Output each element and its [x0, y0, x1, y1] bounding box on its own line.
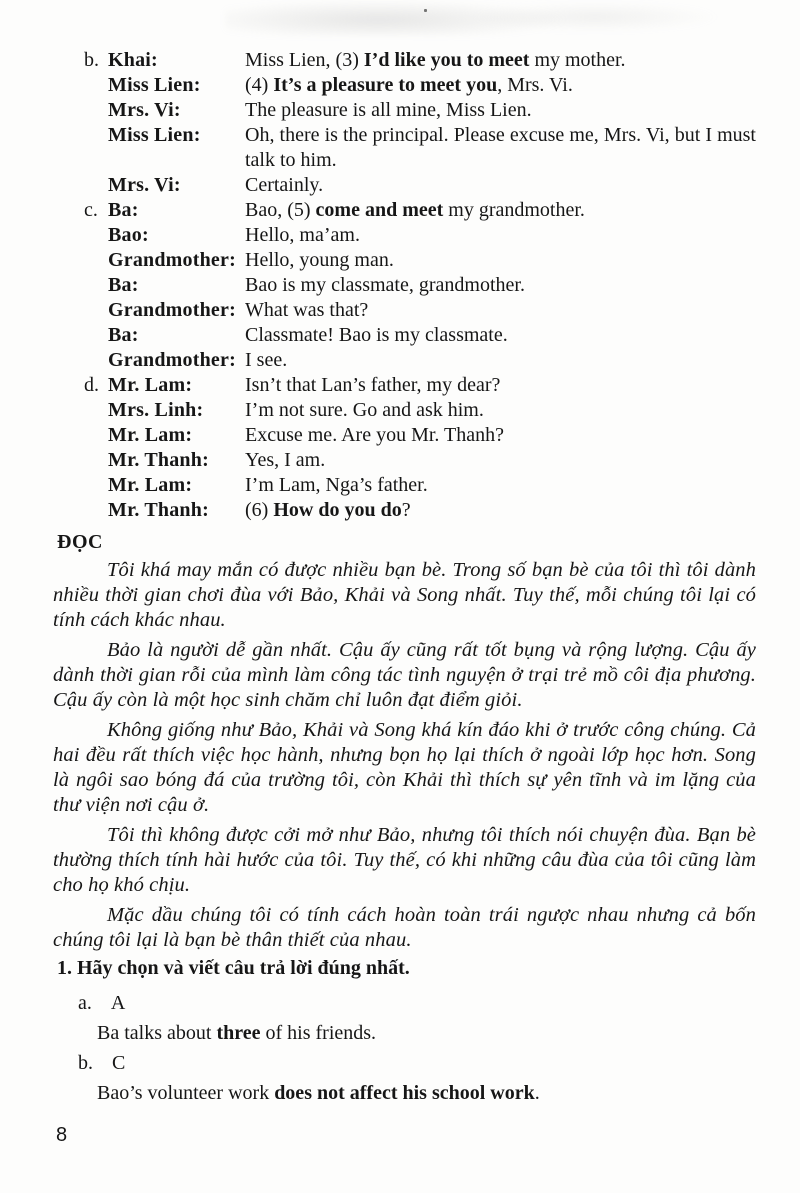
- dialogue-line: Oh, there is the principal. Please excuse me, Mrs. Vi, but I must talk to him.: [245, 124, 756, 171]
- dialogue-line: (4) It’s a pleasure to meet you, Mrs. Vi.: [245, 74, 573, 96]
- dialogue-letter: [84, 173, 108, 198]
- dialogue-letter: [84, 123, 108, 173]
- speaker-name: Grandmother:: [108, 249, 236, 271]
- dialogue-letter: [84, 498, 108, 523]
- speaker-name: Mrs. Vi:: [108, 174, 181, 196]
- dialogue-letter: [84, 473, 108, 498]
- dialogue-row: [84, 198, 756, 223]
- item-marker: b.: [78, 1052, 93, 1074]
- dialogue-line: I’m Lam, Nga’s father.: [245, 474, 428, 496]
- answer-letter: C: [112, 1052, 126, 1074]
- speaker-name: Grandmother:: [108, 349, 236, 371]
- dialogue-letter: [84, 423, 108, 448]
- exercise-answer-sentence: Bao’s volunteer work does not affect his school work.: [97, 1082, 540, 1104]
- speaker-name: Khai:: [108, 49, 158, 71]
- dialogue-row: [84, 323, 756, 348]
- dialogue-line: What was that?: [245, 299, 369, 321]
- dialogue-row: [84, 473, 756, 498]
- speaker-name: Mr. Lam:: [108, 374, 193, 396]
- dialogue-letter: [84, 273, 108, 298]
- dialogue-row: [84, 223, 756, 248]
- exercise-item-b: [78, 1051, 756, 1076]
- dialogue-line: (6) How do you do?: [245, 499, 411, 521]
- dialogue-letter: [84, 298, 108, 323]
- dialogue-row: [84, 273, 756, 298]
- dialogue-letter: [84, 348, 108, 373]
- scan-speck: [424, 9, 427, 12]
- dialogue-letter: [84, 323, 108, 348]
- dialogue-letter: d.: [84, 374, 99, 396]
- item-marker: a.: [78, 992, 92, 1014]
- exercise-heading: [57, 956, 756, 981]
- reading-paragraph: Mặc dầu chúng tôi có tính cách hoàn toàn trái ngược nhau nhưng cả bốn chúng tôi lại là bạn bè thân thiết của nhau.: [53, 904, 756, 951]
- page-number: 8: [56, 1124, 68, 1146]
- speaker-name: Miss Lien:: [108, 124, 201, 146]
- speaker-name: Mr. Lam:: [108, 474, 193, 496]
- dialogue-row: [84, 398, 756, 423]
- speaker-name: Mrs. Linh:: [108, 399, 204, 421]
- dialogue-row: [84, 173, 756, 198]
- dialogue-letter: [84, 73, 108, 98]
- dialogue-line: Classmate! Bao is my classmate.: [245, 324, 508, 346]
- speaker-name: Ba:: [108, 274, 139, 296]
- dialogue-row: [84, 298, 756, 323]
- dialogue-line: Bao is my classmate, grandmother.: [245, 274, 525, 296]
- dialogue-row: [84, 73, 756, 98]
- dialogue-line: Isn’t that Lan’s father, my dear?: [245, 374, 501, 396]
- dialogue-line: Hello, ma’am.: [245, 224, 360, 246]
- dialogue-row: [84, 498, 756, 523]
- exercise-title: Hãy chọn và viết câu trả lời đúng nhất.: [77, 957, 410, 979]
- dialogue-section: [84, 48, 756, 523]
- speaker-name: Grandmother:: [108, 299, 236, 321]
- speaker-name: Mr. Thanh:: [108, 449, 209, 471]
- speaker-name: Mrs. Vi:: [108, 99, 181, 121]
- dialogue-row: [84, 48, 756, 73]
- reading-section: [53, 531, 756, 958]
- speaker-name: Miss Lien:: [108, 74, 201, 96]
- dialogue-letter: [84, 223, 108, 248]
- exercise-item-a: [78, 991, 756, 1016]
- dialogue-line: Hello, young man.: [245, 249, 394, 271]
- dialogue-letter: c.: [84, 199, 98, 221]
- dialogue-line: Certainly.: [245, 174, 324, 196]
- dialogue-letter: [84, 448, 108, 473]
- reading-paragraph: Không giống như Bảo, Khải và Song khá kín đáo khi ở trước công chúng. Cả hai đều rất thích việc học hành, nhưng bọn họ lại thích ở ngoài lớp học hơn. Song là ngôi sao bóng đá của trường tôi, còn Khải thì thích sự yên tĩnh và im lặng của thư viện nơi cậu ở.: [53, 719, 756, 816]
- dialogue-letter: [84, 398, 108, 423]
- speaker-name: Ba:: [108, 199, 139, 221]
- dialogue-line: Yes, I am.: [245, 449, 326, 471]
- answer-letter: A: [110, 992, 126, 1014]
- dialogue-row: [84, 448, 756, 473]
- dialogue-line: Miss Lien, (3) I’d like you to meet my mother.: [245, 49, 626, 71]
- speaker-name: Ba:: [108, 324, 139, 346]
- reading-paragraph: Tôi thì không được cởi mở như Bảo, nhưng tôi thích nói chuyện đùa. Bạn bè thường thích tính hài hước của tôi. Tuy thế, có khi những câu đùa của tôi cũng làm cho họ khó chịu.: [53, 824, 756, 896]
- dialogue-letter: b.: [84, 49, 99, 71]
- reading-paragraph: Tôi khá may mắn có được nhiều bạn bè. Trong số bạn bè của tôi thì tôi dành nhiều thời gian chơi đùa với Bảo, Khải và Song nhất. Tuy thế, mỗi chúng tôi lại có tính cách khác nhau.: [53, 559, 756, 631]
- dialogue-letter: [84, 248, 108, 273]
- dialogue-row: [84, 373, 756, 398]
- dialogue-line: Excuse me. Are you Mr. Thanh?: [245, 424, 505, 446]
- scan-smudge: [470, 2, 720, 32]
- dialogue-row: [84, 348, 756, 373]
- dialogue-letter: [84, 98, 108, 123]
- dialogue-line: I see.: [245, 349, 288, 371]
- exercise-answer-sentence: Ba talks about three of his friends.: [97, 1022, 377, 1044]
- reading-paragraph: Bảo là người dễ gần nhất. Cậu ấy cũng rất tốt bụng và rộng lượng. Cậu ấy dành thời gian rỗi của mình làm công tác tình nguyện ở trại trẻ mồ côi địa phương. Cậu ấy còn là một học sinh chăm chỉ luôn đạt điểm giỏi.: [53, 639, 756, 711]
- exercise-number: 1.: [57, 957, 72, 979]
- speaker-name: Mr. Lam:: [108, 424, 193, 446]
- dialogue-row: [84, 98, 756, 123]
- reading-heading: ĐỌC: [57, 531, 103, 553]
- dialogue-row: [84, 423, 756, 448]
- dialogue-line: I’m not sure. Go and ask him.: [245, 399, 484, 421]
- speaker-name: Mr. Thanh:: [108, 499, 209, 521]
- dialogue-line: The pleasure is all mine, Miss Lien.: [245, 99, 532, 121]
- dialogue-line: Bao, (5) come and meet my grandmother.: [245, 199, 585, 221]
- dialogue-row: [84, 248, 756, 273]
- speaker-name: Bao:: [108, 224, 149, 246]
- dialogue-row: [84, 123, 756, 173]
